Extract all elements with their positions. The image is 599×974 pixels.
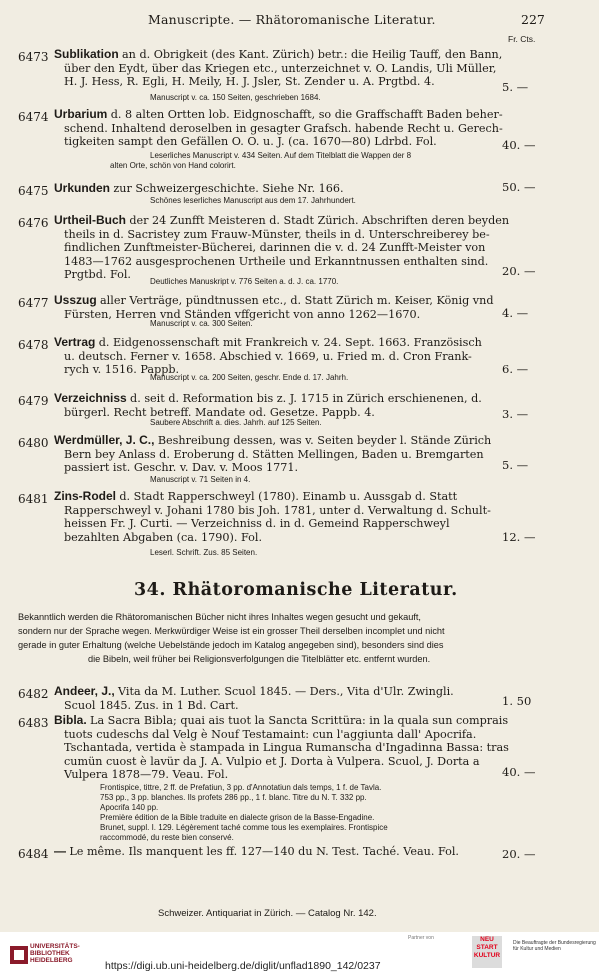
entry-description: tuots cudeschs dal Velg è Nouf Testamaint: cun l'aggiunta dall' Apocrifa. xyxy=(64,727,477,741)
entry-description: Beshreibung dessen, was v. Seiten beyder l. Stände Zürich xyxy=(157,434,492,447)
entry-price: 5. — xyxy=(502,80,529,94)
entry-keyword: Usszug xyxy=(54,293,101,307)
entry-description: rych v. 1516. Pappb. xyxy=(64,363,180,376)
entry-text-line xyxy=(64,768,228,781)
entry-description: an d. Obrigkeit (des Kant. Zürich) betr.: die Heilig Tauff, den Bann, xyxy=(122,48,503,61)
entry-price: 12. — xyxy=(502,530,536,544)
entry-description: Fürsten, Herren vnd Ständen vffgericht von anno 1262—1670. xyxy=(64,307,421,321)
entry-text-line xyxy=(64,75,435,88)
entry-text-line xyxy=(64,135,437,148)
section-title: 34. Rhätoromanische Literatur. xyxy=(134,580,458,600)
entry-description: d. 8 alten Ortten lob. Eidgnoschafft, so die Graffschafft Baden beher- xyxy=(110,108,503,121)
entry-description: Le même. Ils manquent les ff. 127—140 du N. Test. Taché. Veau. Fol. xyxy=(69,845,459,858)
catalog-footer: Schweizer. Antiquariat in Zürich. — Catalog Nr. 142. xyxy=(158,908,377,919)
entry-note: Saubere Abschrift a. dies. Jahrh. auf 125 Seiten. xyxy=(150,418,322,427)
entry-text-line xyxy=(54,392,482,405)
entry-text-line xyxy=(64,699,239,712)
partner-label: Partner von xyxy=(408,935,434,941)
entry-number: 6474 xyxy=(18,110,49,124)
entry-number: 6483 xyxy=(18,716,49,730)
entry-price: 40. — xyxy=(502,138,536,152)
price-column-header: Fr. Cts. xyxy=(508,34,536,44)
entry-text-line xyxy=(64,228,490,241)
entry-text-line xyxy=(64,62,496,75)
entry-text-line xyxy=(64,531,262,544)
entry-description: heissen Fr. J. Curti. — Verzeichniss d. in d. Gemeind Rapperschweyl xyxy=(64,517,450,530)
entry-note: Leserliches Manuscript v. 434 Seiten. Auf dem Titelblatt die Wappen der 8 xyxy=(150,151,412,160)
entry-text-line xyxy=(64,406,375,419)
entry-keyword: Verzeichniss xyxy=(54,391,131,405)
entry-note: Manuscript v. ca. 200 Seiten, geschr. Ende d. 17. Jahrh. xyxy=(150,373,349,382)
entry-text-line xyxy=(54,845,459,858)
entry-text-line xyxy=(54,685,454,698)
entry-description: zur Schweizergeschichte. Siehe Nr. 166. xyxy=(113,182,344,195)
entry-note: 753 pp., 3 pp. blanches. Ils profets 286 pp., 1 f. blanc. Titre du N. T. 332 pp. xyxy=(100,793,367,802)
entry-description: d. Stadt Rapperschweyl (1780). Einamb u. Aussgab d. Statt xyxy=(119,490,458,503)
entry-description: tigkeiten sampt den Gefällen O. O. u. J. (ca. 1670—80) Ldrbd. Fol. xyxy=(64,135,437,148)
entry-price: 3. — xyxy=(502,407,529,421)
entry-text-line xyxy=(54,182,344,195)
entry-text-line xyxy=(54,294,493,307)
entry-keyword: Bibla. xyxy=(54,713,91,727)
entry-description: bürgerl. Recht betreff. Mandate od. Gesetze. Pappb. 4. xyxy=(64,405,375,419)
entry-price: 4. — xyxy=(502,306,529,320)
entry-note: raccommodé, du reste bien conservé. xyxy=(100,833,234,842)
entry-price: 6. — xyxy=(502,362,529,376)
entry-price: 40. — xyxy=(502,765,536,779)
entry-description: Vulpera 1878—79. Veau. Fol. xyxy=(64,768,229,781)
entry-text-line xyxy=(54,490,457,503)
entry-description: Rapperschweyl v. Johani 1780 bis Joh. 1781, unter d. Verwaltung d. Schult- xyxy=(64,503,491,517)
entry-note: alten Orte, schön von Hand colorirt. xyxy=(110,161,236,170)
running-title: Manuscripte. — Rhätoromanische Literatur. xyxy=(148,12,436,27)
entry-text-line xyxy=(64,461,298,474)
page-url-link[interactable]: https://digi.ub.uni-heidelberg.de/diglit/unflad1890_142/0237 xyxy=(105,960,381,972)
entry-text-line xyxy=(64,255,488,268)
entry-keyword: Urtheil-Buch xyxy=(54,213,130,227)
entry-description: schend. Inhaltend deroselben in gesagter Grafsch. habende Recht u. Gerech- xyxy=(64,121,503,135)
entry-number: 6479 xyxy=(18,394,49,408)
intro-line: die Bibeln, weil früher bei Religionsverfolgungen die Titelblätter etc. entfernt wurden. xyxy=(88,654,431,664)
entry-price: 50. — xyxy=(502,180,536,194)
entry-number: 6475 xyxy=(18,184,49,198)
entry-text-line xyxy=(54,434,491,447)
entry-text-line xyxy=(64,122,503,135)
entry-description: u. deutsch. Ferner v. 1658. Abschied v. 1669, u. Fried m. d. Cron Frank- xyxy=(64,349,472,363)
entry-text-line xyxy=(64,241,485,254)
entry-keyword: Urkunden xyxy=(54,181,114,195)
entry-description: Bern bey Anlass d. Eroberung d. Stätten Mellingen, Baden u. Bremgarten xyxy=(64,447,484,461)
entry-description: der 24 Zunfft Meisteren d. Stadt Zürich. Abschriften deren beyden xyxy=(129,214,510,227)
entry-text-line xyxy=(54,714,508,727)
entry-note: Manuscript v. 71 Seiten in 4. xyxy=(150,475,251,484)
entry-price: 20. — xyxy=(502,264,536,278)
entry-note: Frontispice, tittre, 2 ff. de Prefatiun, 3 pp. d'Annotatiun dals temps, 1 f. de Tavla. xyxy=(100,783,382,792)
entry-number: 6480 xyxy=(18,436,49,450)
entry-description: cumün cuost è lavür da J. A. Vulpio et J. Dorta à Vulpera. Scuol, J. Dorta a xyxy=(64,754,480,768)
entry-description: Scuol 1845. Zus. in 1 Bd. Cart. xyxy=(64,698,239,712)
entry-description: über den Eydt, über das Kriegen etc., unterzeichnet v. O. Landis, Uli Müller, xyxy=(64,61,497,75)
entry-keyword: Werdmüller, J. C., xyxy=(54,433,158,447)
intro-line: Bekanntlich werden die Rhätoromanischen Bücher nicht ihres Inhaltes wegen gesucht und gekauft, xyxy=(18,612,421,622)
entry-keyword: — xyxy=(54,844,70,858)
entry-text-line xyxy=(64,448,484,461)
entry-text-line xyxy=(64,350,472,363)
entry-text-line xyxy=(64,755,480,768)
entry-number: 6476 xyxy=(18,216,49,230)
page-number: 227 xyxy=(521,12,545,27)
entry-number: 6478 xyxy=(18,338,49,352)
entry-note: Schönes leserliches Manuscript aus dem 17. Jahrhundert. xyxy=(150,196,356,205)
entry-price: 1. 50 xyxy=(502,694,532,708)
intro-line: sondern nur der Sprache wegen. Merkwürdiger Weise ist ein grosser Theil derselben incomplet und nicht xyxy=(18,626,445,636)
entry-text-line xyxy=(64,504,491,517)
entry-note: Manuscript v. ca. 150 Seiten, geschrieben 1684. xyxy=(150,93,321,102)
entry-number: 6484 xyxy=(18,847,49,861)
entry-keyword: Urbarium xyxy=(54,107,111,121)
entry-number: 6477 xyxy=(18,296,49,310)
entry-text-line xyxy=(54,336,482,349)
entry-note: Deutliches Manuskript v. 776 Seiten a. d. J. ca. 1770. xyxy=(150,277,339,286)
intro-line: gerade in guter Erhaltung (welche Uebelstände jedoch im Katalog angegeben sind), besonders sind dies xyxy=(18,640,444,650)
entry-text-line xyxy=(64,517,450,530)
entry-keyword: Vertrag xyxy=(54,335,99,349)
entry-keyword: Sublikation xyxy=(54,47,123,61)
university-library-label: UNIVERSITÄTS- BIBLIOTHEK HEIDELBERG xyxy=(30,943,80,964)
entry-description: Prgtbd. Fol. xyxy=(64,268,131,281)
entry-text-line xyxy=(64,741,509,754)
entry-description: 1483—1762 ausgesprochenen Urtheile und Erkanntnussen enthalten sind. xyxy=(64,254,489,268)
entry-description: d. seit d. Reformation bis z. J. 1715 in Zürich erschienenen, d. xyxy=(130,392,482,405)
entry-keyword: Andeer, J., xyxy=(54,684,119,698)
entry-description: theils in d. Sacristey zum Frauw-Münster, theils in d. Unterschreiberey be- xyxy=(64,227,490,241)
entry-text-line xyxy=(54,48,502,61)
entry-text-line xyxy=(54,214,509,227)
entry-note: Première édition de la Bible traduite en dialecte grison de la Basse-Engadine. xyxy=(100,813,375,822)
entry-description: findlichen Zunftmeister-Bücherei, darinnen die v. d. 24 Zunfft-Meister von xyxy=(64,241,486,254)
entry-number: 6482 xyxy=(18,687,49,701)
entry-price: 5. — xyxy=(502,458,529,472)
entry-note: Brunet, suppl. I. 129. Légèrement taché comme tous les exemplaires. Frontispice xyxy=(100,823,388,832)
federal-commissioner-label: Die Beauftragte der Bundesregierung für Kultur und Medien xyxy=(513,940,596,952)
entry-description: bezahlten Abgaben (ca. 1790). Fol. xyxy=(64,530,263,544)
entry-note: Apocrifa 140 pp. xyxy=(100,803,159,812)
entry-description: H. J. Hess, R. Egli, H. Meily, H. J. Jsler, St. Zender u. A. Prgtbd. 4. xyxy=(64,75,435,88)
entry-number: 6473 xyxy=(18,50,49,64)
entry-number: 6481 xyxy=(18,492,49,506)
entry-description: d. Eidgenossenschaft mit Frankreich v. 24. Sept. 1663. Französisch xyxy=(98,336,482,349)
entry-price: 20. — xyxy=(502,847,536,861)
entry-keyword: Zins-Rodel xyxy=(54,489,120,503)
entry-description: passiert ist. Geschr. v. Dav. v. Moos 1771. xyxy=(64,461,299,474)
entry-note: Manuscript v. ca. 300 Seiten. xyxy=(150,319,253,328)
entry-note: Leserl. Schrift. Zus. 85 Seiten. xyxy=(150,548,258,557)
entry-text-line xyxy=(64,268,131,281)
entry-text-line xyxy=(64,728,476,741)
entry-text-line xyxy=(54,108,503,121)
entry-description: La Sacra Bibla; quai ais tuot la Sancta Scrittüra: in la quala sun comprais xyxy=(90,714,509,727)
entry-description: Tschantada, vertida è stampada in Lingua Rumanscha d'Ingadinna Bassa: tras xyxy=(64,741,509,754)
neustart-kultur-logo: NEU START KULTUR xyxy=(472,936,502,968)
entry-description: aller Verträge, pündtnussen etc., d. Statt Zürich m. Keiser, König vnd xyxy=(100,294,494,307)
entry-description: Vita da M. Luther. Scuol 1845. — Ders., Vita d'Ulr. Zwingli. xyxy=(118,685,454,698)
